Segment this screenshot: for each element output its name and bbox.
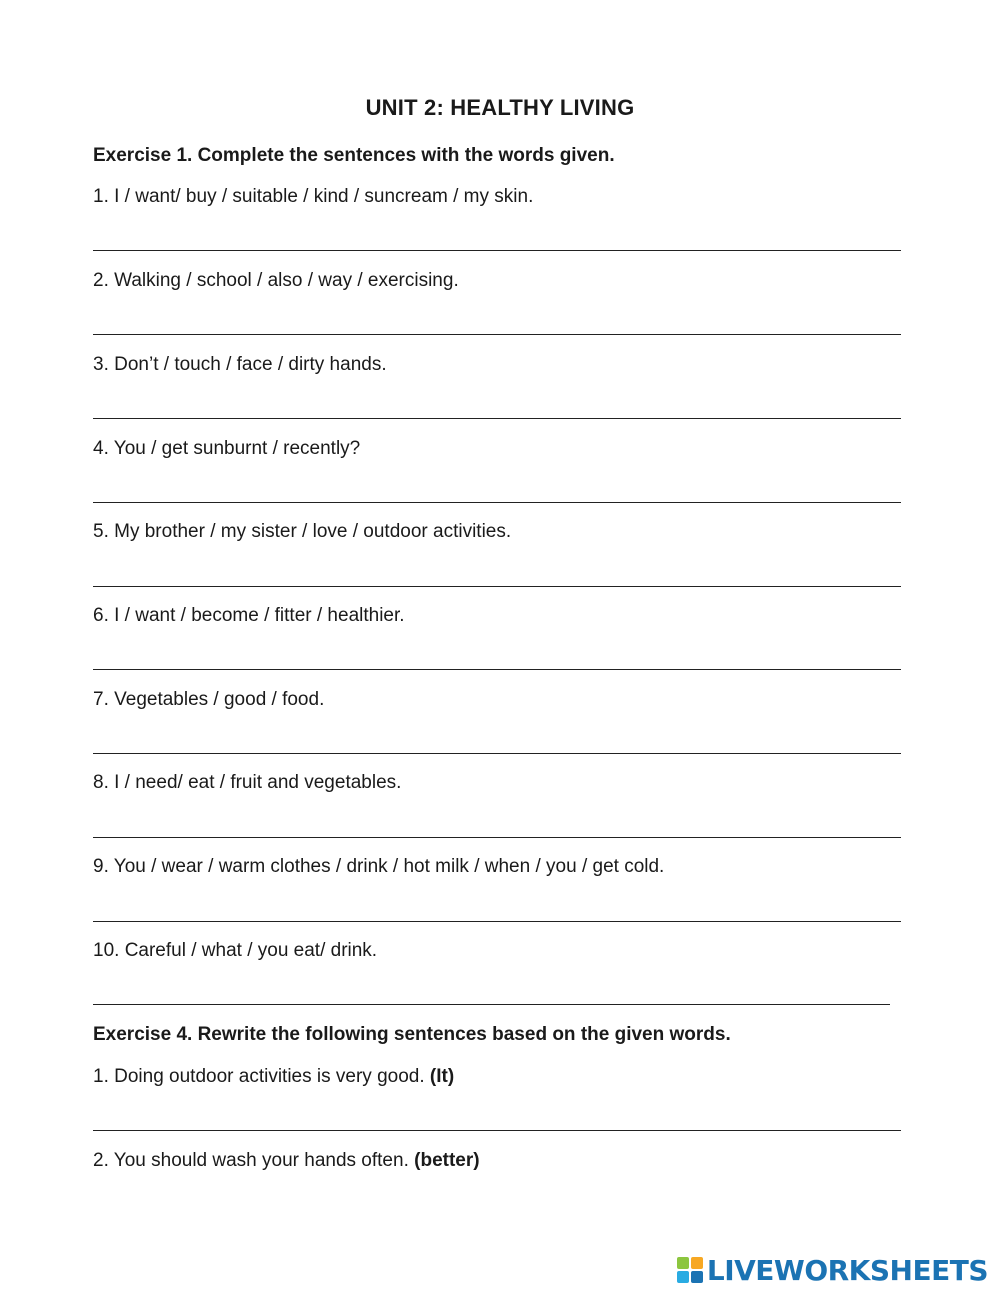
page-title: UNIT 2: HEALTHY LIVING: [365, 95, 635, 120]
exercise-4-item-2-hint: (better): [414, 1150, 480, 1171]
exercise-4-item-1-hint: (It): [429, 1066, 455, 1087]
exercise-4-item-2-text: 2. You should wash your hands often.: [93, 1150, 415, 1171]
liveworksheets-logo-text: LIVEWORKSHEETS: [706, 1253, 988, 1287]
logo-square: [691, 1257, 703, 1269]
exercise-1-item-4: 4. You / get sunburnt / recently?: [93, 438, 361, 459]
logo-square: [691, 1271, 703, 1283]
exercise-4-item-1-text: 1. Doing outdoor activities is very good.: [93, 1066, 430, 1087]
exercise-1-item-7: 7. Vegetables / good / food.: [93, 689, 325, 710]
exercise-1-answer-4[interactable]: [93, 480, 901, 503]
exercise-1-item-1: 1. I / want/ buy / suitable / kind / suncream / my skin.: [93, 186, 534, 207]
exercise-1-item-5: 5. My brother / my sister / love / outdoor activities.: [93, 521, 512, 542]
exercise-1-answer-7[interactable]: [93, 731, 901, 754]
exercise-1-answer-8[interactable]: [93, 815, 901, 838]
exercise-1-answer-1[interactable]: [93, 228, 901, 251]
exercise-4-item-1: [93, 1066, 454, 1088]
exercise-1-item-2: 2. Walking / school / also / way / exercising.: [93, 270, 459, 291]
exercise-4-heading: Exercise 4. Rewrite the following sentences based on the given words.: [93, 1024, 731, 1045]
exercise-1-answer-5[interactable]: [93, 564, 901, 587]
exercise-1-answer-2[interactable]: [93, 312, 901, 335]
exercise-1-answer-3[interactable]: [93, 396, 901, 419]
liveworksheets-logo-icon: [677, 1257, 703, 1283]
exercise-1-item-6: 6. I / want / become / fitter / healthier.: [93, 605, 405, 626]
liveworksheets-logo: [677, 1254, 988, 1286]
exercise-1-item-8: 8. I / need/ eat / fruit and vegetables.: [93, 772, 402, 793]
logo-square: [677, 1271, 689, 1283]
exercise-1-answer-9[interactable]: [93, 899, 901, 922]
exercise-1-item-10: 10. Careful / what / you eat/ drink.: [93, 940, 378, 961]
exercise-1-item-3: 3. Don’t / touch / face / dirty hands.: [93, 354, 387, 375]
exercise-1-heading: Exercise 1. Complete the sentences with the words given.: [93, 145, 615, 166]
exercise-1-answer-10[interactable]: [93, 982, 890, 1005]
exercise-1-item-9: 9. You / wear / warm clothes / drink / hot milk / when / you / get cold.: [93, 856, 665, 877]
exercise-4-item-2: [93, 1150, 480, 1172]
logo-square: [677, 1257, 689, 1269]
exercise-4-answer-1[interactable]: [93, 1108, 901, 1131]
exercise-1-answer-6[interactable]: [93, 647, 901, 670]
